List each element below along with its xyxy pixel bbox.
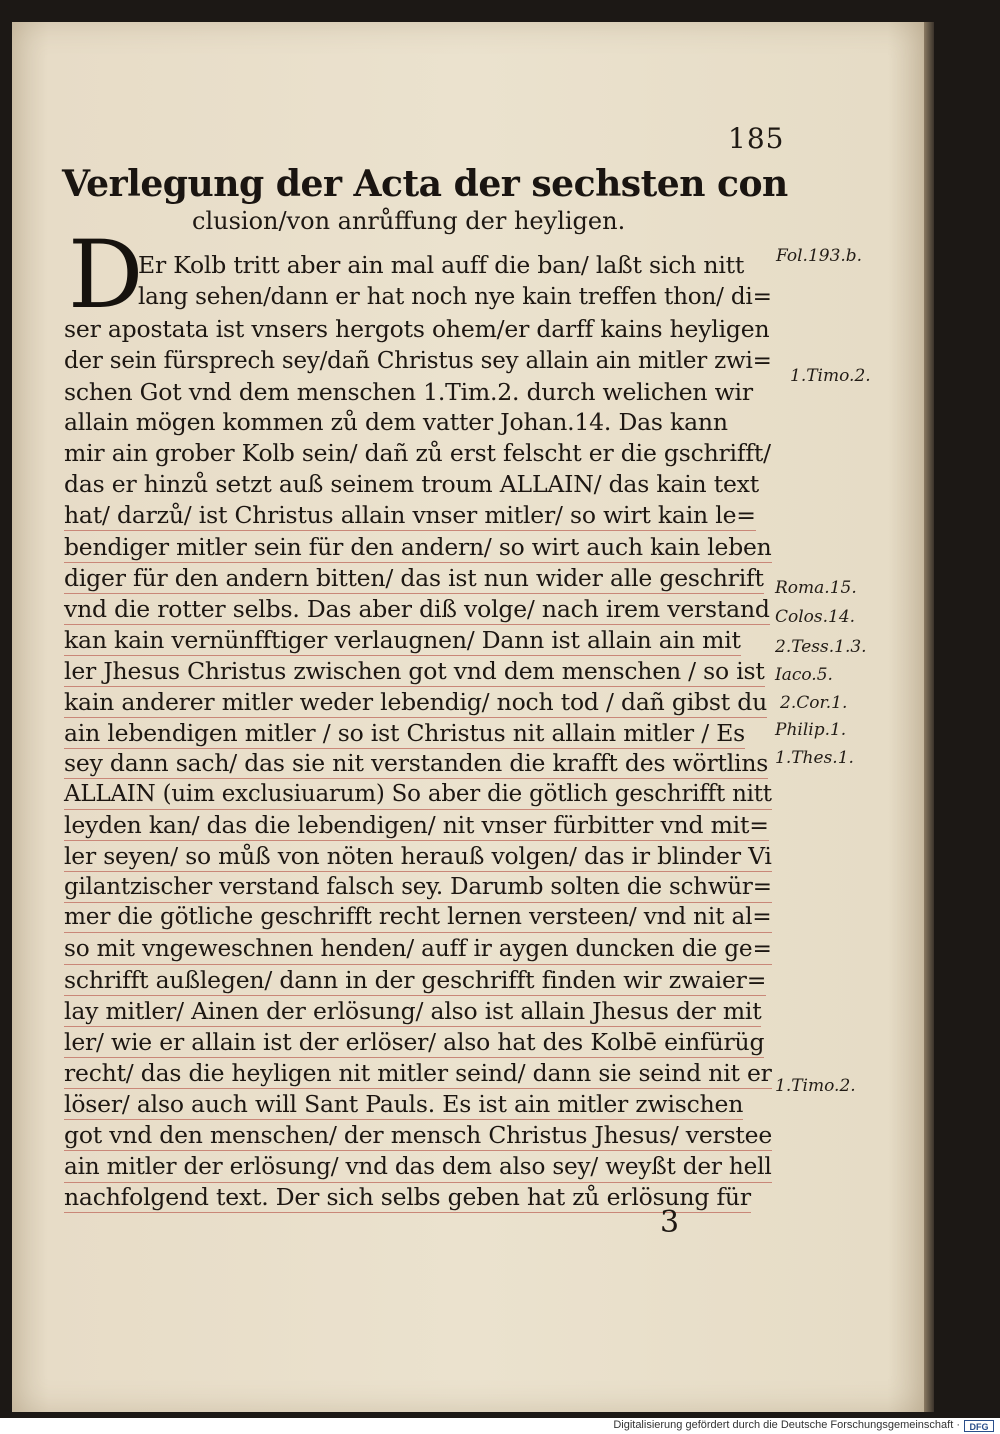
dfg-logo: DFG — [964, 1420, 994, 1432]
text-line: kan kain vernünfftiger verlaugnen/ Dann ist allain ain mit — [64, 626, 741, 654]
margin-reference: Colos.14. — [775, 607, 856, 627]
text-line: lay mitler/ Ainen der erlösung/ also ist allain Jhesus der mit — [64, 997, 762, 1025]
margin-reference: Iaco.5. — [775, 665, 833, 685]
text-line: hat/ darzů/ ist Christus allain vnser mitler/ so wirt kain le= — [64, 501, 756, 529]
footer-bar — [0, 1418, 1000, 1434]
text-line: sey dann sach/ das sie nit verstanden die krafft des wörtlins — [64, 749, 769, 777]
text-line: kain anderer mitler weder lebendig/ noch tod / dañ gibst du — [64, 688, 768, 716]
margin-reference: 1.Timo.2. — [790, 366, 871, 386]
margin-reference: Roma.15. — [775, 578, 857, 598]
text-line: löser/ also auch will Sant Pauls. Es ist ain mitler zwischen — [64, 1090, 744, 1118]
text-line: got vnd den menschen/ der mensch Christus Jhesus/ verstee — [64, 1121, 773, 1149]
text-line: ler Jhesus Christus zwischen got vnd dem menschen / so ist — [64, 657, 765, 685]
text-line: nachfolgend text. Der sich selbs geben hat zů erlösung für — [64, 1183, 751, 1211]
text-line: recht/ das die heyligen nit mitler seind/ dann sie seind nit er — [64, 1059, 772, 1087]
text-line: Er Kolb tritt aber ain mal auff die ban/ laßt sich nitt — [138, 251, 745, 279]
text-line: ain lebendigen mitler / so ist Christus nit allain mitler / Es — [64, 719, 746, 747]
margin-reference: 2.Cor.1. — [780, 693, 848, 713]
text-line: lang sehen/dann er hat noch nye kain treffen thon/ di= — [138, 284, 772, 310]
text-line: mir ain grober Kolb sein/ dañ zů erst felscht er die gschrifft/ — [64, 439, 771, 467]
text-line: allain mögen kommen zů dem vatter Johan.14. Das kann — [64, 408, 728, 436]
text-line: der sein fürsprech sey/dañ Christus sey allain ain mitler zwi= — [64, 348, 772, 374]
text-line: ler/ wie er allain ist der erlöser/ also hat des Kolbē einfürüg — [64, 1028, 765, 1056]
text-line: mer die götliche geschrifft recht lernen versteen/ vnd nit al= — [64, 902, 772, 933]
margin-reference: 2.Tess.1.3. — [775, 637, 867, 657]
text-line: schen Got vnd dem menschen 1.Tim.2. durch welichen wir — [64, 378, 753, 406]
signature-mark: 3 — [660, 1205, 680, 1240]
page-edge — [924, 22, 934, 1412]
text-line: leyden kan/ das die lebendigen/ nit vnser fürbitter vnd mit= — [64, 811, 769, 839]
text-line: so mit vngeweschnen henden/ auff ir aygen duncken die ge= — [64, 934, 772, 965]
page-title: Verlegung der Acta der sechsten con — [62, 162, 788, 205]
text-line: ALLAIN (uim exclusiuarum) So aber die götlich geschrifft nitt — [64, 779, 772, 810]
text-line: schrifft außlegen/ dann in der geschrifft finden wir zwaier= — [64, 966, 767, 994]
text-line: ser apostata ist vnsers hergots ohem/er darff kains heyligen — [64, 315, 770, 343]
text-line: ain mitler der erlösung/ vnd das dem also sey/ weyßt der hell — [64, 1152, 772, 1183]
margin-reference: Fol.193.b. — [776, 246, 863, 266]
drop-cap: D — [68, 221, 144, 330]
footer-credit: Digitalisierung gefördert durch die Deutsche Forschungsgemeinschaft · — [613, 1419, 960, 1431]
text-line: gilantzischer verstand falsch sey. Darumb solten die schwür= — [64, 872, 772, 903]
margin-reference: 1.Thes.1. — [775, 748, 854, 768]
margin-reference: Philip.1. — [775, 720, 847, 740]
folio-number: 185 — [728, 122, 785, 155]
text-line: ler seyen/ so můß von nöten herauß volgen/ das ir blinder Vi — [64, 842, 772, 870]
text-line: diger für den andern bitten/ das ist nun wider alle geschrift — [64, 564, 764, 592]
page-subtitle: clusion/von anrůffung der heyligen. — [192, 207, 626, 235]
text-line: vnd die rotter selbs. Das aber diß volge/ nach irem verstand — [64, 595, 770, 623]
text-line: bendiger mitler sein für den andern/ so wirt auch kain leben — [64, 533, 772, 561]
margin-reference: 1.Timo.2. — [775, 1076, 856, 1096]
text-line: das er hinzů setzt auß seinem troum ALLAIN/ das kain text — [64, 470, 759, 498]
